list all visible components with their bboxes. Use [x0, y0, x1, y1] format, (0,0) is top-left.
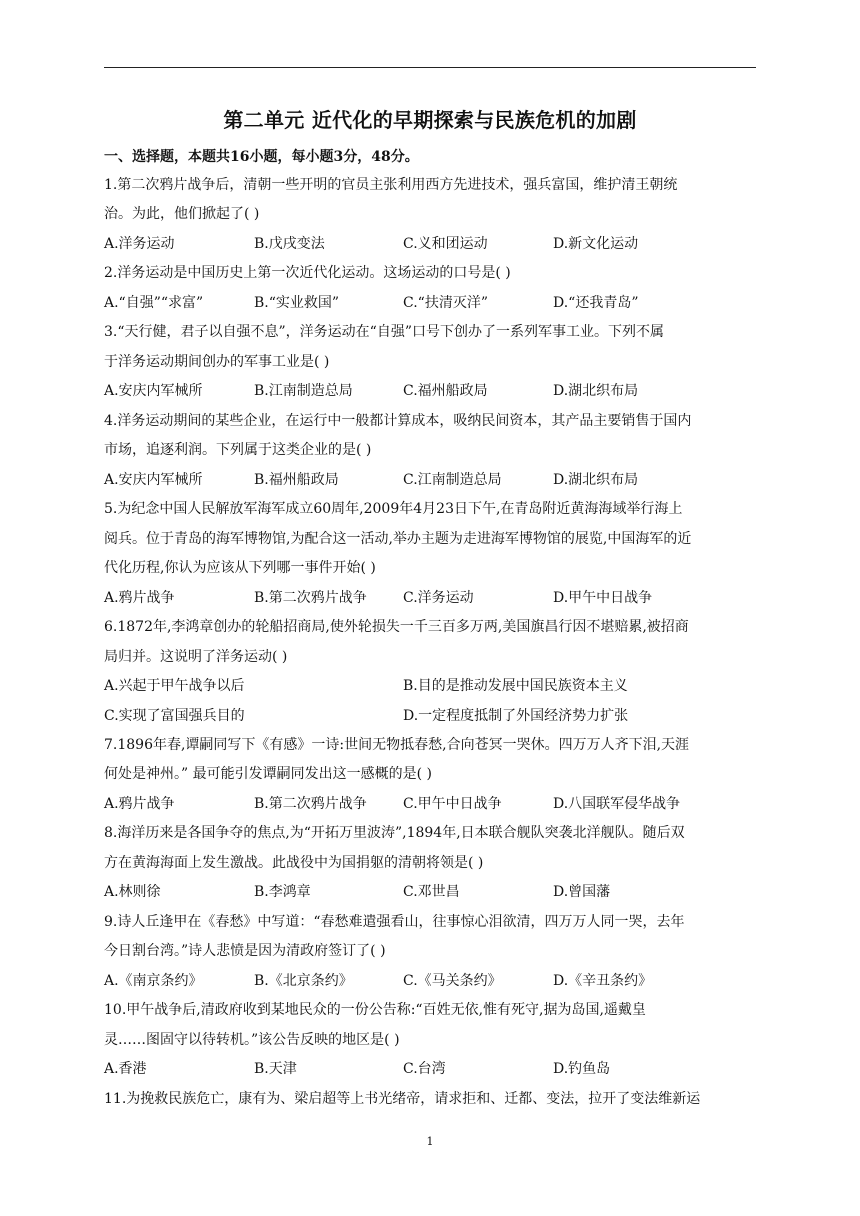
question-4-line-2: 市场，追逐利润。下列属于这类企业的是( ) — [104, 442, 372, 458]
question-8-option-b: B.李鸿章 — [254, 884, 311, 900]
question-10-option-b: B.天津 — [254, 1061, 297, 1077]
question-4-option-d: D.湖北织布局 — [553, 472, 639, 488]
question-5-line-3: 代化历程,你认为应该从下列哪一事件开始( ) — [104, 560, 376, 576]
question-9-line-2: 今日割台湾。”诗人悲愤是因为清政府签订了( ) — [104, 943, 386, 959]
question-9-option-a: A.《南京条约》 — [104, 973, 203, 989]
question-8-option-d: D.曾国藩 — [553, 884, 611, 900]
question-7-line-2: 何处是神州。” 最可能引发谭嗣同发出这一感概的是( ) — [104, 766, 432, 782]
question-7-option-d: D.八国联军侵华战争 — [553, 796, 681, 812]
question-10-option-d: D.钓鱼岛 — [553, 1061, 611, 1077]
question-9-option-b: B.《北京条约》 — [254, 973, 353, 989]
question-1-option-a: A.洋务运动 — [104, 236, 175, 252]
question-9-option-d: D.《辛丑条约》 — [553, 973, 653, 989]
question-2-line-1: 2.洋务运动是中国历史上第一次近代化运动。这场运动的口号是( ) — [104, 265, 511, 281]
question-1-line-2: 治。为此，他们掀起了( ) — [104, 206, 260, 222]
question-4-option-c: C.江南制造总局 — [403, 472, 502, 488]
question-11-line-1: 11.为挽救民族危亡，康有为、梁启超等上书光绪帝，请求拒和、迁都、变法，拉开了变法维新运 — [104, 1091, 701, 1107]
question-6-line-2: 局归并。这说明了洋务运动( ) — [104, 649, 288, 665]
question-6-option-b: B.目的是推动发展中国民族资本主义 — [403, 678, 628, 694]
question-1-line-1: 1.第二次鸦片战争后，清朝一些开明的官员主张利用西方先进技术，强兵富国，维护清王朝统 — [104, 177, 678, 193]
header-rule — [104, 67, 756, 68]
question-1-option-b: B.戊戌变法 — [254, 236, 325, 252]
question-7-option-b: B.第二次鸦片战争 — [254, 796, 367, 812]
question-5-option-b: B.第二次鸦片战争 — [254, 590, 367, 606]
section-heading: 一、选择题，本题共16小题，每小题3分，48分。 — [104, 149, 419, 165]
question-3-option-d: D.湖北织布局 — [553, 383, 639, 399]
question-7-option-c: C.甲午中日战争 — [403, 796, 502, 812]
question-9-option-c: C.《马关条约》 — [403, 973, 502, 989]
question-4-option-a: A.安庆内军械所 — [104, 472, 203, 488]
question-1-option-c: C.义和团运动 — [403, 236, 488, 252]
question-10-line-1: 10.甲午战争后,清政府收到某地民众的一份公告称:“百姓无依,惟有死守,据为岛国,遥戴皇 — [104, 1002, 646, 1018]
question-1-option-d: D.新文化运动 — [553, 236, 639, 252]
question-4-option-b: B.福州船政局 — [254, 472, 339, 488]
question-9-line-1: 9.诗人丘逢甲在《春愁》中写道：“春愁难遣强看山，往事惊心泪欲清，四万万人同一哭，去年 — [104, 914, 685, 930]
question-6-option-a: A.兴起于甲午战争以后 — [104, 678, 245, 694]
question-2-option-a: A.“自强”“求富” — [104, 295, 204, 311]
question-3-option-b: B.江南制造总局 — [254, 383, 353, 399]
question-7-option-a: A.鸦片战争 — [104, 796, 175, 812]
question-10-line-2: 灵……图固守以待转机。”该公告反映的地区是( ) — [104, 1032, 400, 1048]
question-6-option-d: D.一定程度抵制了外国经济势力扩张 — [403, 708, 629, 724]
question-2-option-d: D.“还我青岛” — [553, 295, 639, 311]
question-6-line-1: 6.1872年,李鸿章创办的轮船招商局,使外轮损失一千三百多万两,美国旗昌行因不堪赔累,被招商 — [104, 619, 689, 635]
question-5-line-2: 阅兵。位于青岛的海军博物馆,为配合这一活动,举办主题为走进海军博物馆的展览,中国海军的近 — [104, 531, 692, 547]
question-3-line-2: 于洋务运动期间创办的军事工业是( ) — [104, 354, 330, 370]
question-8-line-2: 方在黄海海面上发生激战。此战役中为国捐躯的清朝将领是( ) — [104, 855, 484, 871]
question-10-option-a: A.香港 — [104, 1061, 147, 1077]
page-number: 1 — [426, 1135, 434, 1148]
question-8-line-1: 8.海洋历来是各国争夺的焦点,为“开拓万里波涛”,1894年,日本联合舰队突袭北洋舰队。随后双 — [104, 825, 685, 841]
question-7-line-1: 7.1896年春,谭嗣同写下《有感》一诗:世间无物抵春愁,合向苍冥一哭休。四万万人齐下泪,天涯 — [104, 737, 690, 753]
question-2-option-c: C.“扶清灭洋” — [403, 295, 488, 311]
question-10-option-c: C.台湾 — [403, 1061, 446, 1077]
page-title: 第二单元 近代化的早期探索与民族危机的加剧 — [223, 108, 637, 132]
question-5-line-1: 5.为纪念中国人民解放军海军成立60周年,2009年4月23日下午,在青岛附近黄海海域举行海上 — [104, 501, 683, 517]
question-8-option-c: C.邓世昌 — [403, 884, 460, 900]
question-5-option-c: C.洋务运动 — [403, 590, 474, 606]
question-2-option-b: B.“实业救国” — [254, 295, 340, 311]
question-6-option-c: C.实现了富国强兵目的 — [104, 708, 245, 724]
question-8-option-a: A.林则徐 — [104, 884, 161, 900]
question-3-option-c: C.福州船政局 — [403, 383, 488, 399]
question-4-line-1: 4.洋务运动期间的某些企业，在运行中一般都计算成本，吸纳民间资本，其产品主要销售于国内 — [104, 413, 692, 429]
question-3-option-a: A.安庆内军械所 — [104, 383, 203, 399]
question-5-option-a: A.鸦片战争 — [104, 590, 175, 606]
question-5-option-d: D.甲午中日战争 — [553, 590, 653, 606]
question-3-line-1: 3.“天行健，君子以自强不息”，洋务运动在“自强”口号下创办了一系列军事工业。下列不属 — [104, 324, 664, 340]
